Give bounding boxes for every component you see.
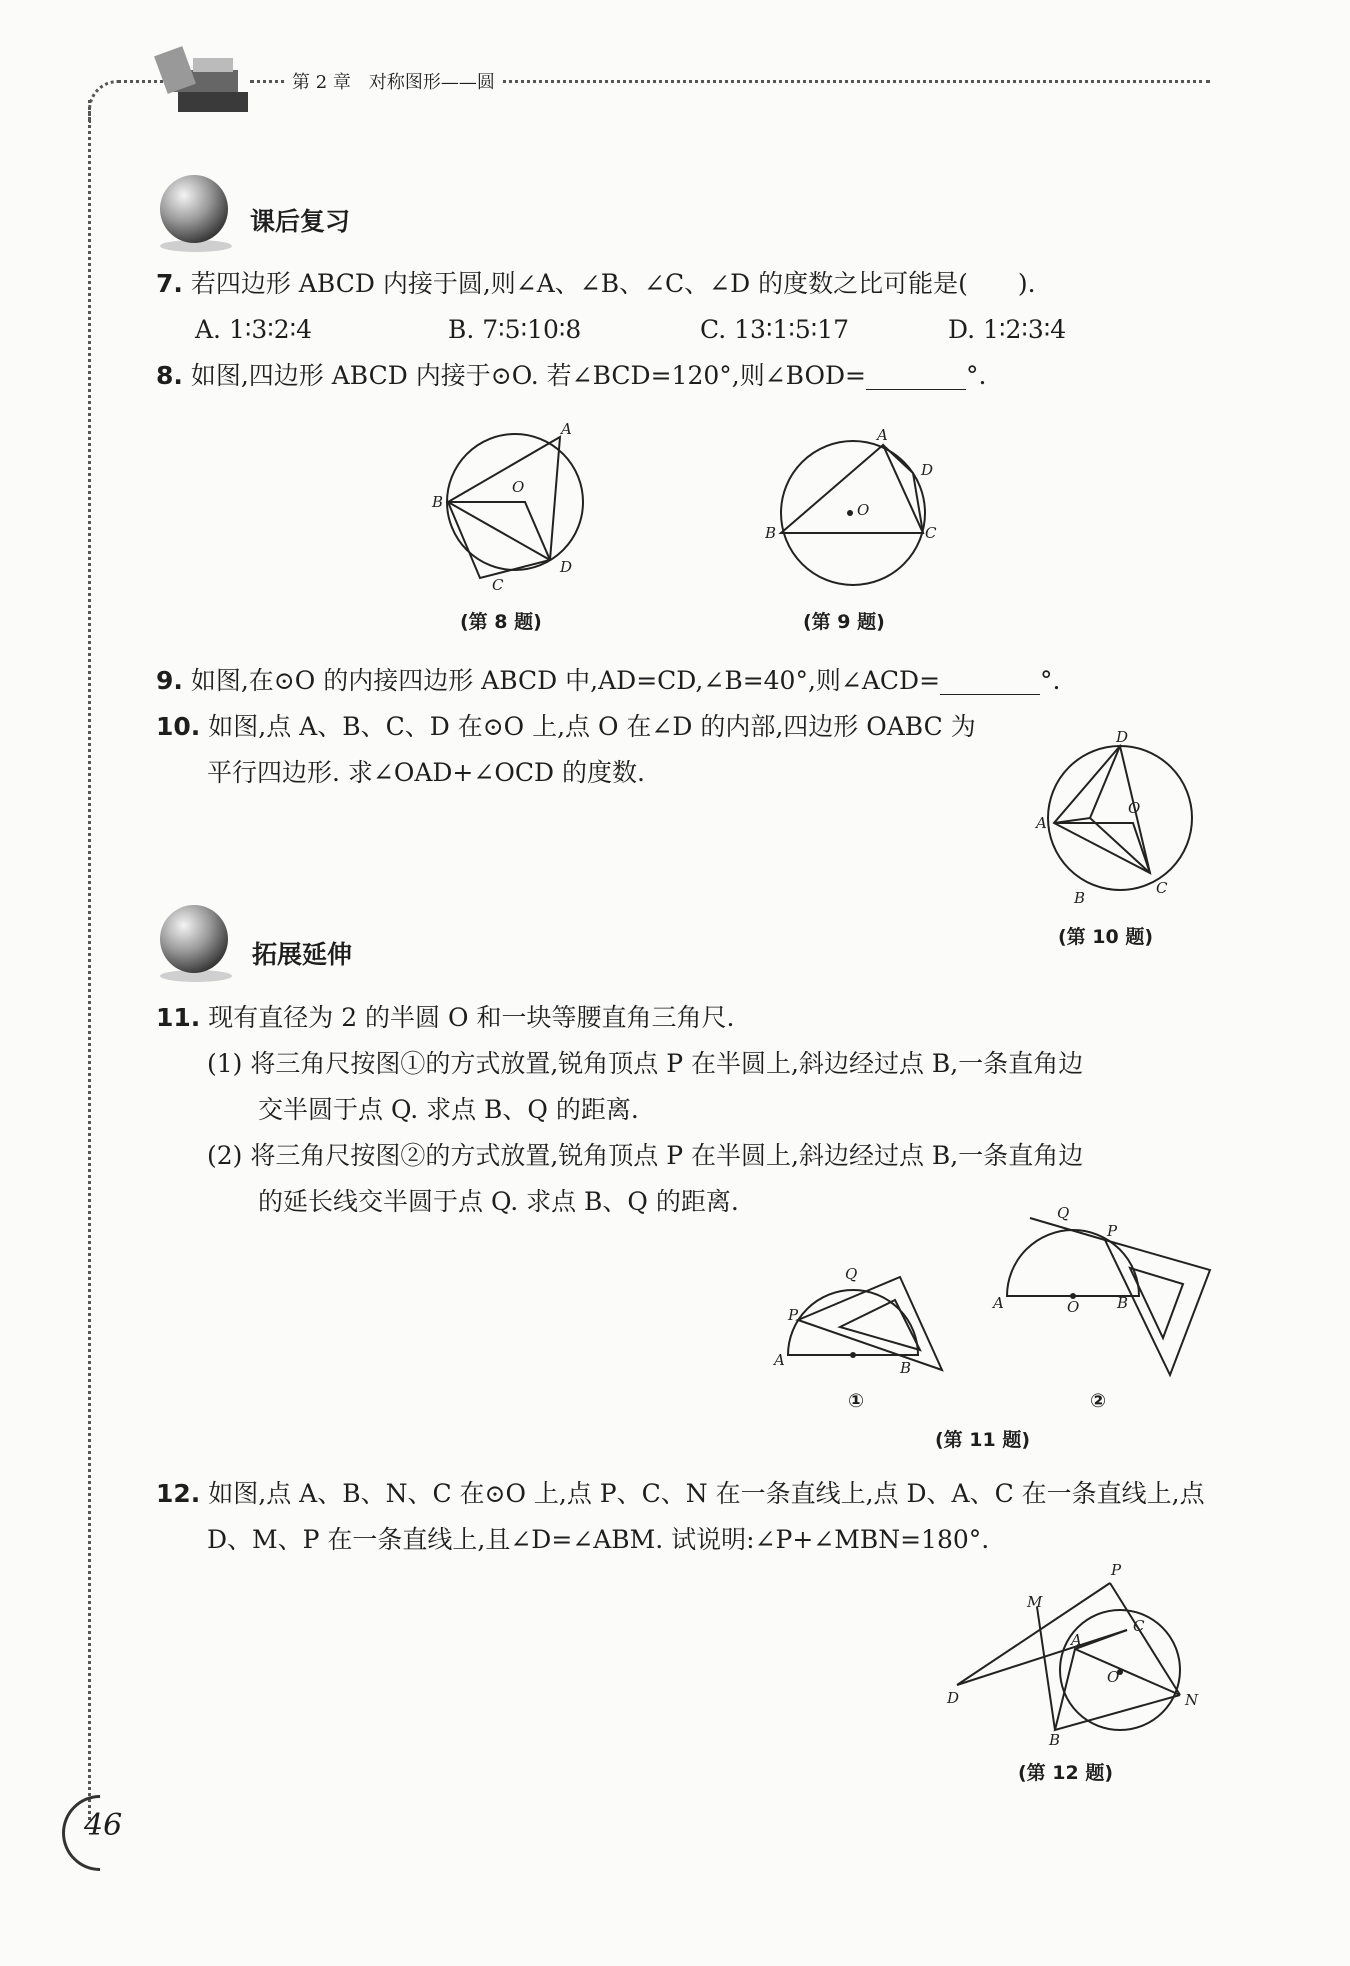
figure-11-2 — [985, 1200, 1215, 1380]
svg-text:P: P — [788, 1306, 799, 1324]
svg-text:O: O — [1067, 1298, 1080, 1316]
svg-text:A: A — [774, 1351, 785, 1369]
caption-fig9: (第 9 题) — [803, 611, 885, 633]
q11-part2-line1: (2) 将三角尺按图②的方式放置,锐角顶点 P 在半圆上,斜边经过点 B,一条直角边 — [207, 1141, 1084, 1170]
q8-number: 8. — [156, 361, 183, 390]
q7-stem — [156, 268, 1036, 300]
caption-fig11-2: ② — [1090, 1390, 1107, 1412]
figure-11-1 — [770, 1265, 960, 1390]
q12-number: 12. — [156, 1479, 201, 1508]
svg-text:D: D — [947, 1689, 960, 1707]
q8-text: 如图,四边形 ABCD 内接于⊙O. 若∠BCD=120°,则∠BOD=________°. — [190, 361, 987, 390]
svg-text:A: A — [1071, 1631, 1082, 1649]
svg-text:M: M — [1027, 1593, 1043, 1611]
margin-dotted-line — [88, 100, 91, 1820]
caption-fig12: (第 12 题) — [1018, 1762, 1114, 1784]
svg-text:C: C — [1156, 879, 1168, 897]
globe-icon — [160, 175, 228, 243]
svg-text:A: A — [993, 1294, 1004, 1312]
q11-part1-line2: 交半圆于点 Q. 求点 B、Q 的距离. — [258, 1095, 639, 1124]
svg-text:A: A — [1036, 814, 1047, 832]
q9-stem — [156, 665, 1060, 697]
svg-text:D: D — [1116, 728, 1129, 746]
svg-text:B: B — [765, 524, 777, 542]
svg-text:Q: Q — [845, 1265, 858, 1283]
q11-number: 11. — [156, 1003, 201, 1032]
caption-fig11-1: ① — [848, 1390, 865, 1412]
q10-stem — [156, 711, 976, 743]
q10-line1: 如图,点 A、B、C、D 在⊙O 上,点 O 在∠D 的内部,四边形 OABC 为 — [208, 712, 976, 741]
svg-text:N: N — [1185, 1691, 1199, 1709]
svg-text:P: P — [1111, 1561, 1122, 1579]
q10-number: 10. — [156, 712, 201, 741]
svg-text:B: B — [1049, 1731, 1061, 1745]
q7-text: 若四边形 ABCD 内接于圆,则∠A、∠B、∠C、∠D 的度数之比可能是( ). — [190, 269, 1036, 298]
q9-text: 如图,在⊙O 的内接四边形 ABCD 中,AD=CD,∠B=40°,则∠ACD=________°. — [190, 666, 1061, 695]
q7-option-a: A. 1∶3∶2∶4 — [195, 315, 313, 344]
svg-text:O: O — [1128, 799, 1141, 817]
figure-9 — [765, 425, 945, 595]
section-title-extension: 拓展延伸 — [252, 940, 353, 969]
q8-stem — [156, 360, 986, 392]
figure-8 — [420, 420, 600, 600]
svg-text:B: B — [432, 493, 444, 511]
figure-12 — [945, 1555, 1205, 1745]
q9-number: 9. — [156, 666, 183, 695]
section-title-review: 课后复习 — [250, 207, 351, 236]
svg-text:O: O — [1107, 1668, 1120, 1686]
q10-line2: 平行四边形. 求∠OAD+∠OCD 的度数. — [207, 758, 645, 787]
svg-text:P: P — [1107, 1222, 1118, 1240]
chapter-logo-icon — [148, 40, 258, 125]
q7-option-d: D. 1∶2∶3∶4 — [948, 315, 1067, 344]
q7-option-b: B. 7∶5∶10∶8 — [448, 315, 582, 344]
svg-text:B: B — [1117, 1294, 1129, 1312]
caption-fig11: (第 11 题) — [935, 1429, 1031, 1451]
q11-part2-line2: 的延长线交半圆于点 Q. 求点 B、Q 的距离. — [258, 1187, 739, 1216]
svg-text:D: D — [921, 461, 934, 479]
svg-text:O: O — [857, 501, 870, 519]
caption-fig8: (第 8 题) — [460, 611, 542, 633]
q12-line2: D、M、P 在一条直线上,且∠D=∠ABM. 试说明:∠P+∠MBN=180°. — [207, 1525, 990, 1554]
svg-text:O: O — [512, 478, 525, 496]
q12-stem — [156, 1478, 1205, 1510]
caption-fig10: (第 10 题) — [1058, 926, 1154, 948]
q7-number: 7. — [156, 269, 183, 298]
q12-line1: 如图,点 A、B、N、C 在⊙O 上,点 P、C、N 在一条直线上,点 D、A、C 在一条直线上,点 — [208, 1479, 1205, 1508]
svg-text:A: A — [877, 426, 888, 444]
q11-stem — [156, 1002, 734, 1034]
svg-text:C: C — [925, 524, 937, 542]
svg-text:C: C — [492, 576, 504, 594]
q7-option-c: C. 13∶1∶5∶17 — [700, 315, 850, 344]
svg-text:C: C — [1133, 1617, 1145, 1635]
globe-network-icon — [160, 905, 228, 973]
q11-text: 现有直径为 2 的半圆 O 和一块等腰直角三角尺. — [208, 1003, 735, 1032]
svg-text:A: A — [561, 420, 572, 438]
chapter-header: 第 2 章 对称图形——圆 — [286, 68, 501, 94]
svg-text:B: B — [900, 1359, 912, 1377]
svg-text:Q: Q — [1057, 1204, 1070, 1222]
page-number: 46 — [84, 1808, 123, 1843]
svg-text:D: D — [560, 558, 573, 576]
q11-part1-line1: (1) 将三角尺按图①的方式放置,锐角顶点 P 在半圆上,斜边经过点 B,一条直角边 — [207, 1049, 1084, 1078]
figure-10 — [1030, 728, 1210, 908]
svg-text:B: B — [1074, 889, 1086, 907]
